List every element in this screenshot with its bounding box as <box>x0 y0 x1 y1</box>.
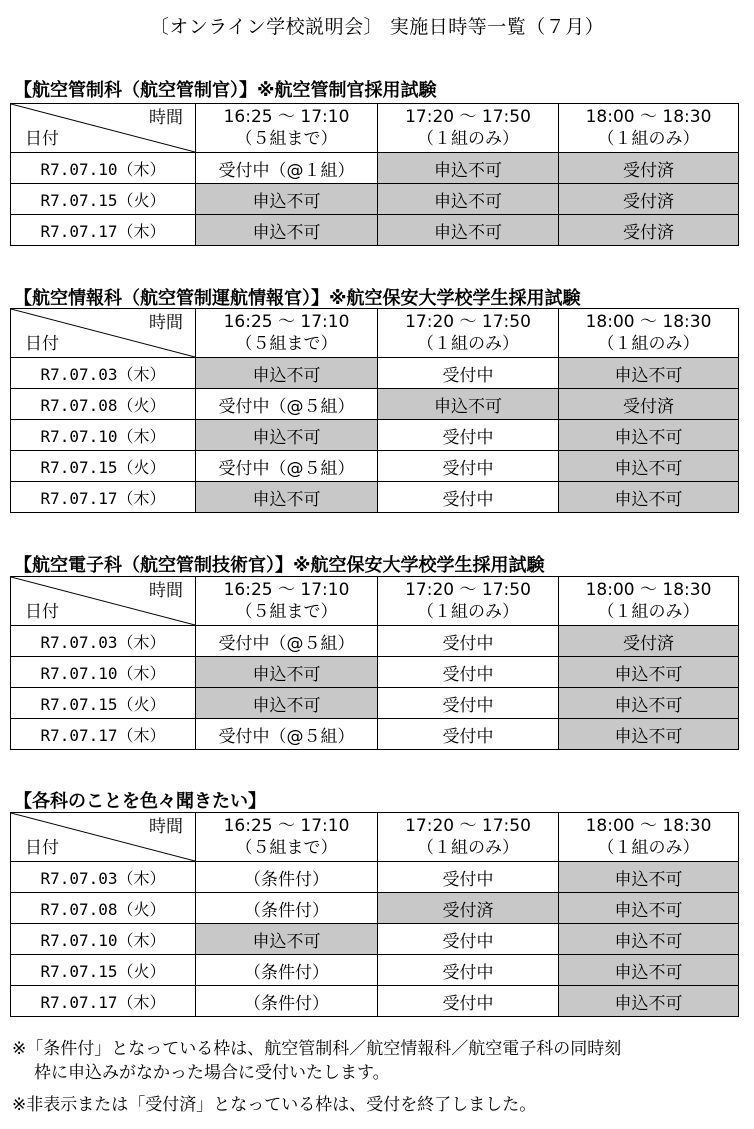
slot-time: 18:00 ～ 18:30 <box>585 816 712 836</box>
header-corner-cell <box>11 813 196 862</box>
slot-status-cell: 受付済 <box>559 389 739 420</box>
header-slot-cell <box>196 577 378 626</box>
date-cell: R7.07.03（木） <box>11 862 196 893</box>
header-time-label: 時間 <box>149 313 183 333</box>
slot-status-cell: 申込不可 <box>196 657 378 688</box>
header-slot-cell <box>378 577 559 626</box>
slot-status-cell: 受付中 <box>378 688 559 719</box>
slot-status-cell: 受付中 <box>378 924 559 955</box>
table-row <box>11 688 739 719</box>
slot-status-cell: 申込不可 <box>559 420 739 451</box>
slot-time: 17:20 ～ 17:50 <box>405 816 531 836</box>
table-row <box>11 420 739 451</box>
slot-status-cell: 申込不可 <box>559 688 739 719</box>
slot-status-cell: 申込不可 <box>196 358 378 389</box>
slot-status-cell: 申込不可 <box>196 482 378 513</box>
note-conditional-line2: 枠に申込みがなかった場合に受付いたします。 <box>34 1063 390 1083</box>
slot-status-cell: （条件付） <box>196 955 378 986</box>
table-row <box>11 657 739 688</box>
section-title: 【航空管制科（航空管制官）】※航空管制官採用試験 <box>14 80 437 101</box>
note-conditional-line1: ※「条件付」となっている枠は、航空管制科／航空情報科／航空電子科の同時刻 <box>12 1039 622 1059</box>
date-cell: R7.07.15（火） <box>11 688 196 719</box>
date-cell: R7.07.15（火） <box>11 955 196 986</box>
table-row <box>11 184 739 215</box>
slot-capacity: （１組のみ） <box>597 129 700 149</box>
slot-status-cell: 受付済 <box>559 626 739 657</box>
slot-capacity: （１組のみ） <box>417 129 519 149</box>
slot-status-cell: 申込不可 <box>196 184 378 215</box>
slot-time: 18:00 ～ 18:30 <box>585 312 712 332</box>
schedule-table <box>10 812 739 1017</box>
slot-status-cell: 受付中（@１組） <box>196 153 378 184</box>
slot-capacity: （１組のみ） <box>597 838 700 858</box>
note-closed <box>12 1093 536 1117</box>
slot-status-cell: 申込不可 <box>378 215 559 246</box>
slot-status-cell: 受付中 <box>378 482 559 513</box>
slot-capacity: （５組まで） <box>235 334 338 354</box>
slot-status-cell: 受付中 <box>378 986 559 1017</box>
table-header-row <box>11 577 739 626</box>
table-row <box>11 893 739 924</box>
slot-capacity: （１組のみ） <box>417 838 519 858</box>
slot-status-cell: 申込不可 <box>559 482 739 513</box>
slot-status-cell: 申込不可 <box>196 420 378 451</box>
slot-status-cell: 申込不可 <box>559 451 739 482</box>
slot-time: 17:20 ～ 17:50 <box>405 580 531 600</box>
slot-time: 18:00 ～ 18:30 <box>585 580 712 600</box>
header-slot-cell <box>559 577 739 626</box>
date-cell: R7.07.10（木） <box>11 924 196 955</box>
slot-capacity: （５組まで） <box>235 602 338 622</box>
slot-status-cell: 申込不可 <box>378 153 559 184</box>
date-cell: R7.07.15（火） <box>11 451 196 482</box>
table-row <box>11 955 739 986</box>
schedule-table <box>10 103 739 246</box>
table-row <box>11 153 739 184</box>
slot-status-cell: 申込不可 <box>559 924 739 955</box>
header-slot-cell <box>378 813 559 862</box>
section-title: 【各科のことを色々聞きたい】 <box>14 791 266 812</box>
date-cell: R7.07.17（木） <box>11 986 196 1017</box>
header-time-label: 時間 <box>149 108 183 128</box>
slot-status-cell: 受付中 <box>378 719 559 750</box>
slot-time: 16:25 ～ 17:10 <box>223 107 350 127</box>
slot-time: 16:25 ～ 17:10 <box>223 816 350 836</box>
page-title: 〔オンライン学校説明会〕 実施日時等一覧（７月） <box>149 16 605 38</box>
slot-status-cell: 申込不可 <box>559 893 739 924</box>
slot-status-cell: 受付済 <box>378 893 559 924</box>
slot-status-cell: 申込不可 <box>378 184 559 215</box>
date-cell: R7.07.10（木） <box>11 657 196 688</box>
note-closed-line1: ※非表示または「受付済」となっている枠は、受付を終了しました。 <box>12 1095 537 1115</box>
header-slot-cell <box>559 104 739 153</box>
table-row <box>11 482 739 513</box>
header-slot-cell <box>196 813 378 862</box>
slot-status-cell: 受付中 <box>378 657 559 688</box>
slot-time: 17:20 ～ 17:50 <box>405 107 531 127</box>
table-row <box>11 215 739 246</box>
slot-capacity: （１組のみ） <box>417 334 519 354</box>
header-date-label: 日付 <box>25 129 59 149</box>
header-time-label: 時間 <box>149 817 183 837</box>
table-header-row <box>11 309 739 358</box>
table-row <box>11 924 739 955</box>
note-conditional <box>12 1037 621 1085</box>
slot-status-cell: 受付中（@５組） <box>196 451 378 482</box>
date-cell: R7.07.08（火） <box>11 389 196 420</box>
slot-status-cell: 受付中（@５組） <box>196 719 378 750</box>
date-cell: R7.07.03（木） <box>11 358 196 389</box>
date-cell: R7.07.17（木） <box>11 482 196 513</box>
date-cell: R7.07.03（木） <box>11 626 196 657</box>
slot-status-cell: 受付済 <box>559 153 739 184</box>
slot-time: 16:25 ～ 17:10 <box>223 580 350 600</box>
table-header-row <box>11 813 739 862</box>
slot-status-cell: 申込不可 <box>196 924 378 955</box>
slot-status-cell: 受付中 <box>378 451 559 482</box>
slot-status-cell: 申込不可 <box>378 389 559 420</box>
table-row <box>11 719 739 750</box>
slot-status-cell: 申込不可 <box>559 862 739 893</box>
header-slot-cell <box>559 813 739 862</box>
slot-status-cell: 申込不可 <box>196 688 378 719</box>
header-slot-cell <box>196 104 378 153</box>
slot-status-cell: （条件付） <box>196 893 378 924</box>
slot-status-cell: 受付中（@５組） <box>196 626 378 657</box>
slot-time: 16:25 ～ 17:10 <box>223 312 350 332</box>
header-time-label: 時間 <box>149 581 183 601</box>
slot-status-cell: （条件付） <box>196 862 378 893</box>
slot-status-cell: 受付中 <box>378 862 559 893</box>
slot-time: 17:20 ～ 17:50 <box>405 312 531 332</box>
date-cell: R7.07.17（木） <box>11 719 196 750</box>
slot-capacity: （５組まで） <box>235 129 338 149</box>
table-row <box>11 626 739 657</box>
slot-status-cell: 申込不可 <box>559 719 739 750</box>
header-slot-cell <box>559 309 739 358</box>
date-cell: R7.07.10（木） <box>11 153 196 184</box>
header-slot-cell <box>378 104 559 153</box>
slot-status-cell: 申込不可 <box>559 986 739 1017</box>
schedule-table <box>10 576 739 750</box>
table-row <box>11 862 739 893</box>
header-date-label: 日付 <box>25 334 59 354</box>
table-row <box>11 986 739 1017</box>
slot-status-cell: 受付中 <box>378 626 559 657</box>
slot-status-cell: 申込不可 <box>559 358 739 389</box>
slot-status-cell: 申込不可 <box>559 657 739 688</box>
date-cell: R7.07.08（火） <box>11 893 196 924</box>
slot-status-cell: （条件付） <box>196 986 378 1017</box>
table-row <box>11 451 739 482</box>
slot-capacity: （１組のみ） <box>597 602 700 622</box>
slot-status-cell: 受付中 <box>378 955 559 986</box>
slot-status-cell: 受付済 <box>559 184 739 215</box>
slot-status-cell: 受付中（@５組） <box>196 389 378 420</box>
section-title: 【航空電子科（航空管制技術官）】※航空保安大学校学生採用試験 <box>14 555 545 576</box>
schedule-table <box>10 308 739 513</box>
slot-status-cell: 受付中 <box>378 358 559 389</box>
header-corner-cell <box>11 309 196 358</box>
slot-time: 18:00 ～ 18:30 <box>585 107 712 127</box>
slot-capacity: （５組まで） <box>235 838 338 858</box>
header-slot-cell <box>378 309 559 358</box>
header-slot-cell <box>196 309 378 358</box>
header-corner-cell <box>11 577 196 626</box>
date-cell: R7.07.17（木） <box>11 215 196 246</box>
slot-status-cell: 受付中 <box>378 420 559 451</box>
section-title: 【航空情報科（航空管制運航情報官）】※航空保安大学校学生採用試験 <box>14 288 581 309</box>
header-corner-cell <box>11 104 196 153</box>
slot-capacity: （１組のみ） <box>417 602 519 622</box>
header-date-label: 日付 <box>25 602 59 622</box>
slot-status-cell: 申込不可 <box>196 215 378 246</box>
table-header-row <box>11 104 739 153</box>
slot-status-cell: 受付済 <box>559 215 739 246</box>
table-row <box>11 389 739 420</box>
slot-status-cell: 申込不可 <box>559 955 739 986</box>
slot-capacity: （１組のみ） <box>597 334 700 354</box>
table-row <box>11 358 739 389</box>
date-cell: R7.07.15（火） <box>11 184 196 215</box>
date-cell: R7.07.10（木） <box>11 420 196 451</box>
header-date-label: 日付 <box>25 838 59 858</box>
